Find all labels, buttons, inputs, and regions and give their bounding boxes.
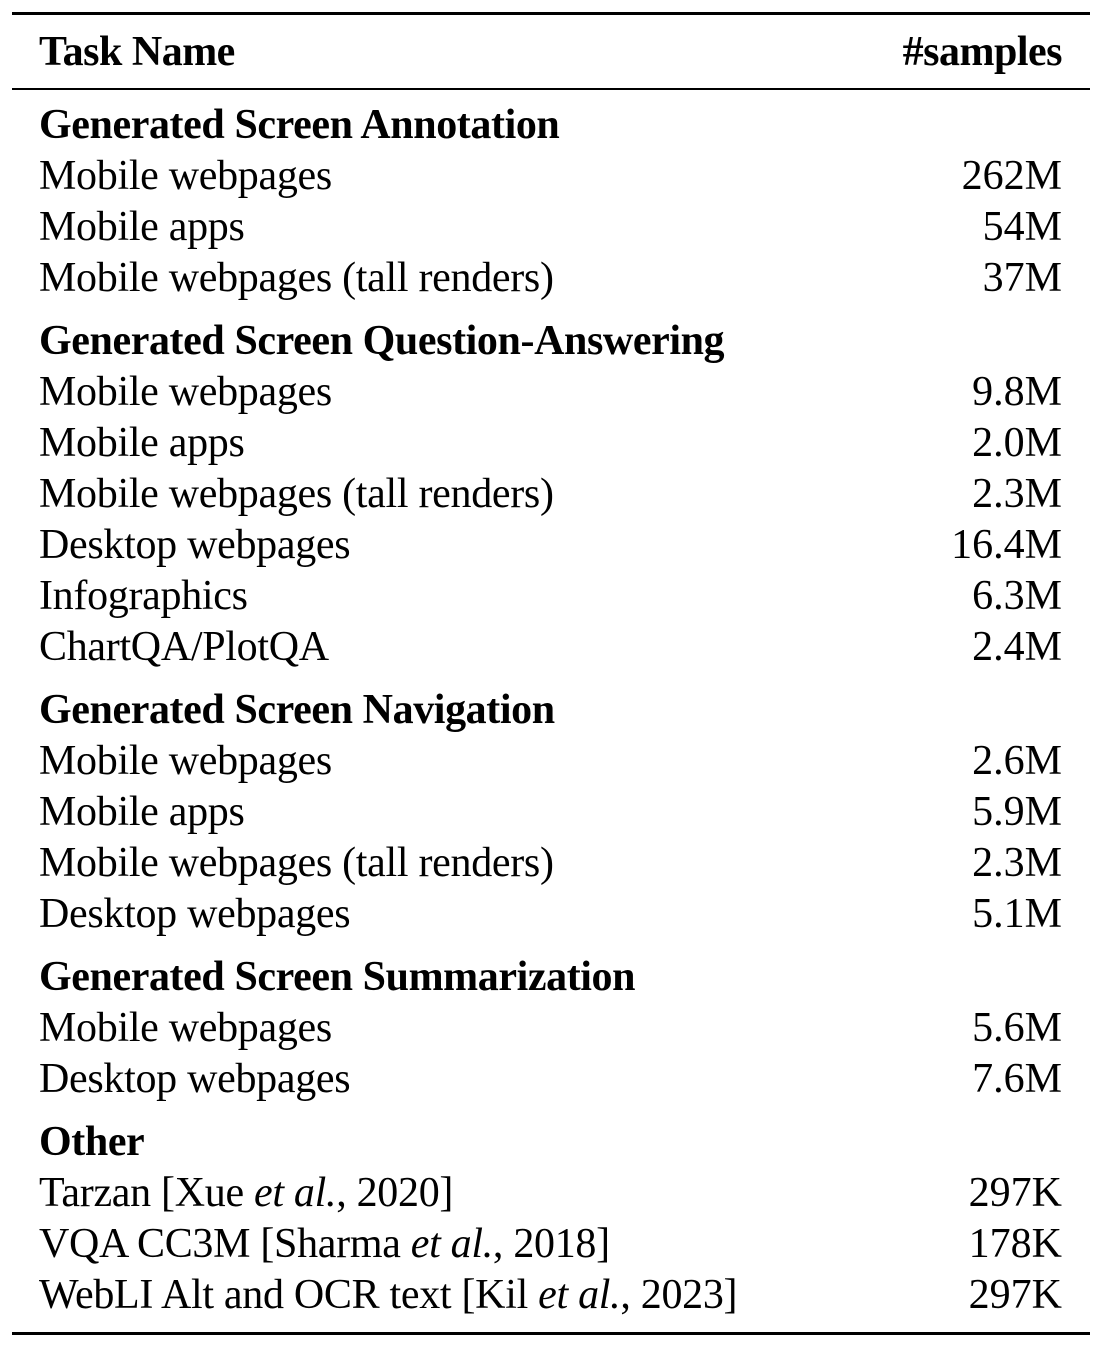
sample-count: 297K	[968, 1271, 1062, 1318]
sample-count: 37M	[982, 254, 1062, 301]
table-row	[12, 150, 1090, 201]
task-name: Mobile webpages (tall renders)	[39, 839, 554, 886]
section-navigation	[12, 681, 1090, 939]
sample-count: 178K	[968, 1220, 1062, 1267]
sample-count: 5.1M	[972, 890, 1062, 937]
table-row	[12, 888, 1090, 939]
task-name: Mobile webpages (tall renders)	[39, 470, 554, 517]
sample-count: 7.6M	[972, 1055, 1062, 1102]
task-name: Desktop webpages	[39, 1055, 351, 1102]
table-row	[12, 201, 1090, 252]
task-name: Mobile apps	[39, 203, 245, 250]
citation-prefix: WebLI Alt and OCR text [Kil	[39, 1271, 539, 1318]
task-name: Mobile webpages	[39, 368, 332, 415]
section-title: Other	[39, 1119, 145, 1165]
table-row	[12, 1269, 1090, 1320]
table-row	[12, 519, 1090, 570]
citation-suffix: , 2020]	[336, 1169, 454, 1216]
citation-etal: et al.	[254, 1169, 337, 1216]
task-name: Desktop webpages	[39, 521, 351, 568]
header-task-name: Task Name	[39, 28, 235, 75]
task-name: Infographics	[39, 572, 248, 619]
task-name	[39, 1169, 453, 1217]
bottom-rule	[12, 1332, 1090, 1335]
table-row	[12, 468, 1090, 519]
sample-count: 5.9M	[972, 788, 1062, 835]
table-row	[12, 1218, 1090, 1269]
sample-count: 16.4M	[951, 521, 1062, 568]
task-name	[39, 1220, 610, 1268]
table-row	[12, 735, 1090, 786]
table-row	[12, 621, 1090, 672]
task-name: Mobile apps	[39, 788, 245, 835]
table-row	[12, 837, 1090, 888]
sample-count: 9.8M	[972, 368, 1062, 415]
task-name: Mobile webpages	[39, 1004, 332, 1051]
citation-suffix: , 2023]	[620, 1271, 738, 1318]
task-name: Mobile webpages	[39, 152, 332, 199]
sample-count: 54M	[982, 203, 1062, 250]
data-table	[12, 12, 1090, 1335]
task-name	[39, 1271, 737, 1319]
section-other	[12, 1113, 1090, 1320]
table-row	[12, 252, 1090, 303]
section-question-answering	[12, 312, 1090, 672]
citation-prefix: Tarzan [Xue	[39, 1169, 254, 1216]
table-row	[12, 417, 1090, 468]
table-row	[12, 786, 1090, 837]
table-header	[12, 15, 1090, 88]
section-title: Generated Screen Annotation	[39, 102, 560, 148]
table-body	[12, 90, 1090, 1332]
sample-count: 2.6M	[972, 737, 1062, 784]
section-title: Generated Screen Navigation	[39, 687, 555, 733]
task-name: Desktop webpages	[39, 890, 351, 937]
task-name: Mobile webpages (tall renders)	[39, 254, 554, 301]
sample-count: 2.0M	[972, 419, 1062, 466]
table-row	[12, 366, 1090, 417]
task-name: Mobile webpages	[39, 737, 332, 784]
sample-count: 297K	[968, 1169, 1062, 1216]
sample-count: 2.3M	[972, 470, 1062, 517]
section-title: Generated Screen Summarization	[39, 954, 636, 1000]
header-samples: #samples	[902, 28, 1062, 75]
citation-etal: et al.	[538, 1271, 621, 1318]
sample-count: 2.3M	[972, 839, 1062, 886]
table-row	[12, 1002, 1090, 1053]
sample-count: 6.3M	[972, 572, 1062, 619]
table-row	[12, 1053, 1090, 1104]
section-annotation	[12, 96, 1090, 303]
citation-prefix: VQA CC3M [Sharma	[39, 1220, 411, 1267]
sample-count: 2.4M	[972, 623, 1062, 670]
table-row	[12, 1167, 1090, 1218]
task-name: ChartQA/PlotQA	[39, 623, 329, 670]
citation-etal: et al.	[410, 1220, 493, 1267]
section-title: Generated Screen Question-Answering	[39, 318, 725, 364]
citation-suffix: , 2018]	[492, 1220, 610, 1267]
sample-count: 5.6M	[972, 1004, 1062, 1051]
table-row	[12, 570, 1090, 621]
sample-count: 262M	[961, 152, 1062, 199]
task-name: Mobile apps	[39, 419, 245, 466]
section-summarization	[12, 948, 1090, 1104]
